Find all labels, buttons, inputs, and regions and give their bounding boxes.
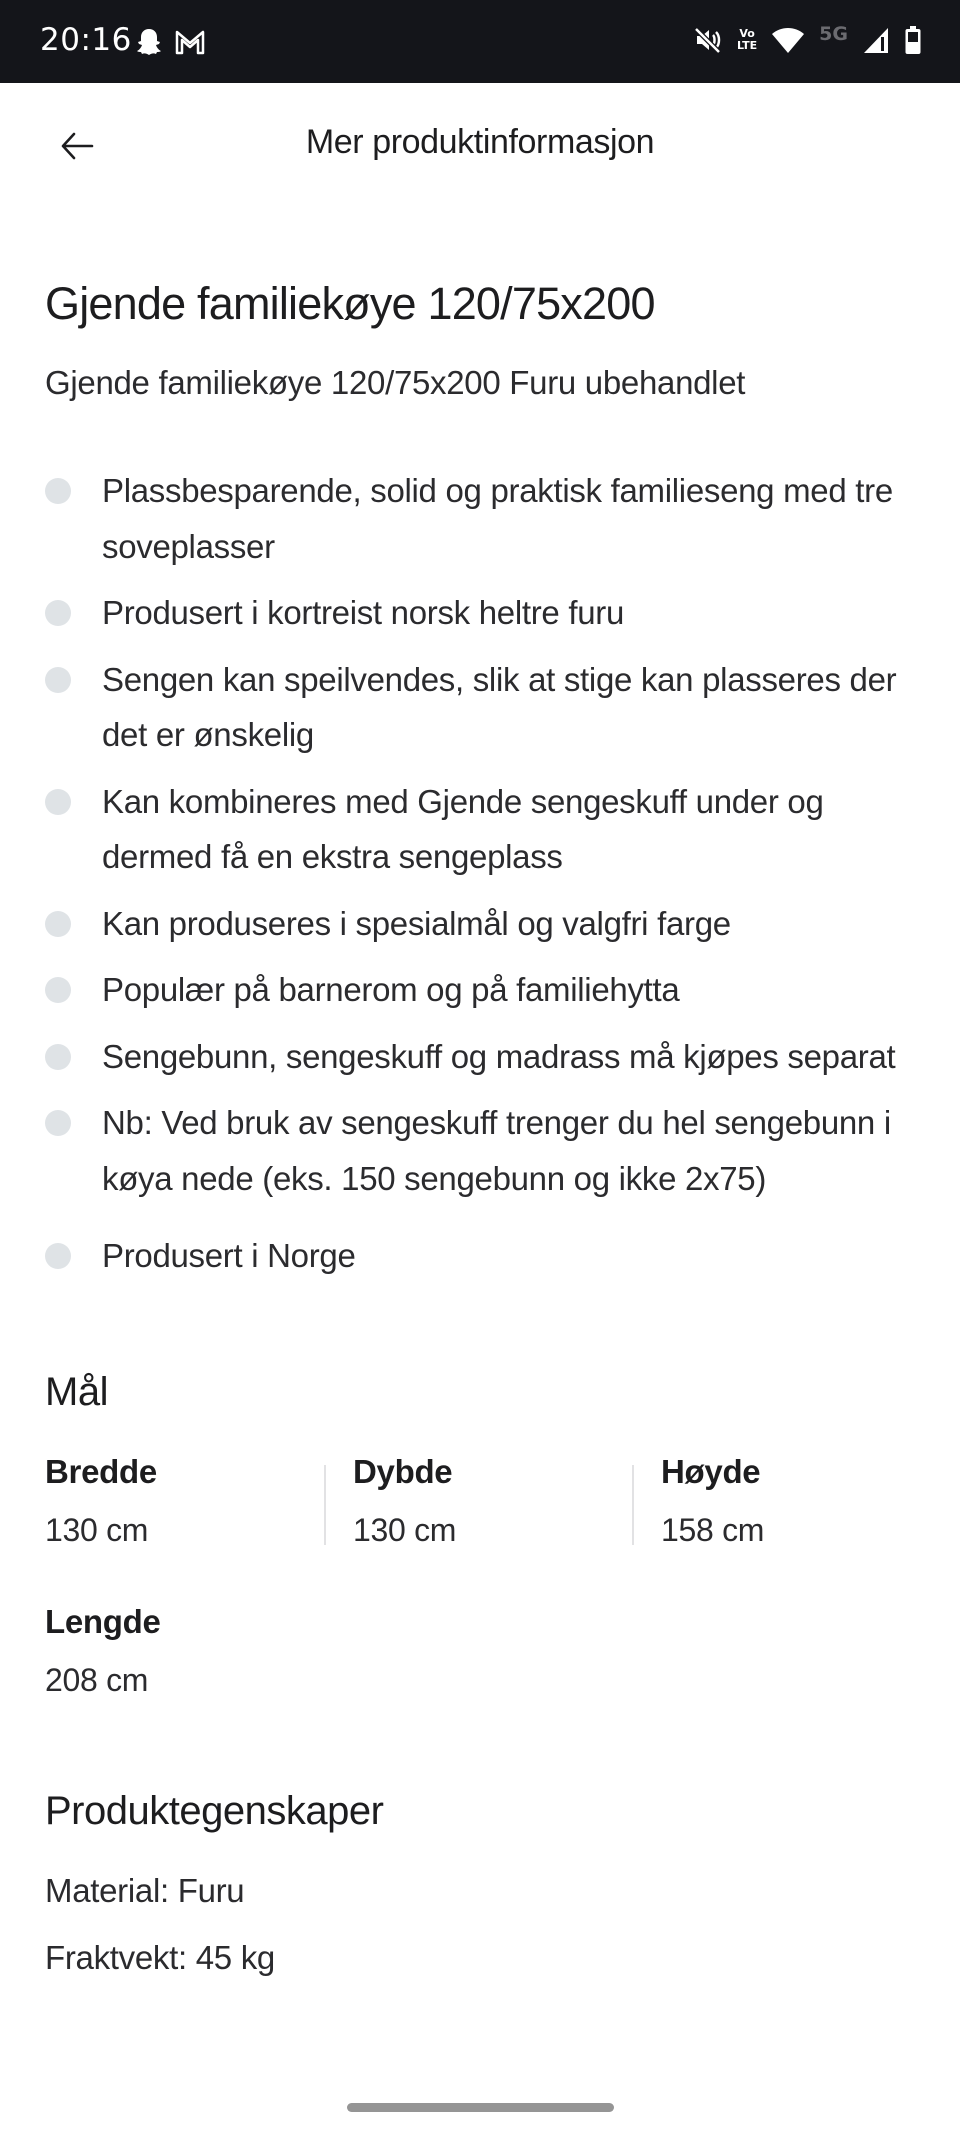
properties-title: Produktegenskaper xyxy=(45,1788,384,1833)
dimension-width xyxy=(45,1450,353,1552)
status-bar xyxy=(0,0,960,83)
feature-item: Populær på barnerom og på familiehytta xyxy=(45,962,915,1018)
snapchat-icon xyxy=(136,24,162,60)
bullet-icon xyxy=(45,1044,71,1070)
dimension-label: Lengde xyxy=(45,1602,161,1640)
feature-item: Produsert i Norge xyxy=(45,1228,915,1284)
dimension-depth xyxy=(353,1450,661,1552)
status-time: 20:16 xyxy=(40,22,132,58)
feature-list xyxy=(45,463,915,1284)
gmail-icon xyxy=(174,24,206,60)
wifi-icon xyxy=(771,22,805,58)
product-title: Gjende familiekøye 120/75x200 xyxy=(45,278,655,329)
property-shipping-weight: Fraktvekt: 45 kg xyxy=(45,1938,275,1976)
bullet-icon xyxy=(45,1243,71,1269)
feature-item: Sengen kan speilvendes, slik at stige kan plasseres der det er ønskelig xyxy=(45,652,915,763)
dimension-label: Høyde xyxy=(661,1452,761,1490)
feature-item: Sengebunn, sengeskuff og madrass må kjøpes separat xyxy=(45,1029,915,1085)
5g-indicator: 5G xyxy=(819,23,848,45)
dimension-height xyxy=(661,1450,915,1552)
bullet-icon xyxy=(45,911,71,937)
product-info-content xyxy=(45,207,915,1980)
feature-item: Kan produseres i spesialmål og valgfri farge xyxy=(45,896,915,952)
feature-item: Kan kombineres med Gjende sengeskuff under og dermed få en ekstra sengeplass xyxy=(45,774,915,885)
mute-icon xyxy=(693,22,723,58)
app-header xyxy=(0,83,960,207)
notification-icons xyxy=(136,24,206,60)
bullet-icon xyxy=(45,1110,71,1136)
feature-item: Plassbesparende, solid og praktisk familieseng med tre soveplasser xyxy=(45,463,915,574)
battery-icon xyxy=(904,22,922,58)
volte-icon: Vo LTE xyxy=(736,27,758,52)
properties-section xyxy=(45,1786,915,1980)
system-icons xyxy=(693,22,922,58)
home-indicator[interactable] xyxy=(347,2103,614,2112)
dimension-label: Bredde xyxy=(45,1452,157,1490)
bullet-icon xyxy=(45,977,71,1003)
property-material: Material: Furu xyxy=(45,1871,245,1909)
dimension-value: 130 cm xyxy=(45,1511,149,1548)
bullet-icon xyxy=(45,600,71,626)
feature-item: Produsert i kortreist norsk heltre furu xyxy=(45,585,915,641)
dimensions-section xyxy=(45,1367,915,1702)
dimension-label: Dybde xyxy=(353,1452,453,1490)
dimension-value: 208 cm xyxy=(45,1661,149,1698)
dimension-value: 158 cm xyxy=(661,1511,765,1548)
dimension-value: 130 cm xyxy=(353,1511,457,1548)
signal-icon xyxy=(862,22,890,58)
dimensions-grid xyxy=(45,1450,915,1702)
bullet-icon xyxy=(45,667,71,693)
bullet-icon xyxy=(45,478,71,504)
dimensions-title: Mål xyxy=(45,1369,108,1414)
product-subtitle: Gjende familiekøye 120/75x200 Furu ubehandlet xyxy=(45,364,746,401)
dimension-length xyxy=(45,1600,353,1702)
bullet-icon xyxy=(45,789,71,815)
feature-item: Nb: Ved bruk av sengeskuff trenger du hel sengebunn i køya nede (eks. 150 sengebunn og ikke 2x75) xyxy=(45,1095,915,1206)
page-title: Mer produktinformasjon xyxy=(305,123,655,161)
